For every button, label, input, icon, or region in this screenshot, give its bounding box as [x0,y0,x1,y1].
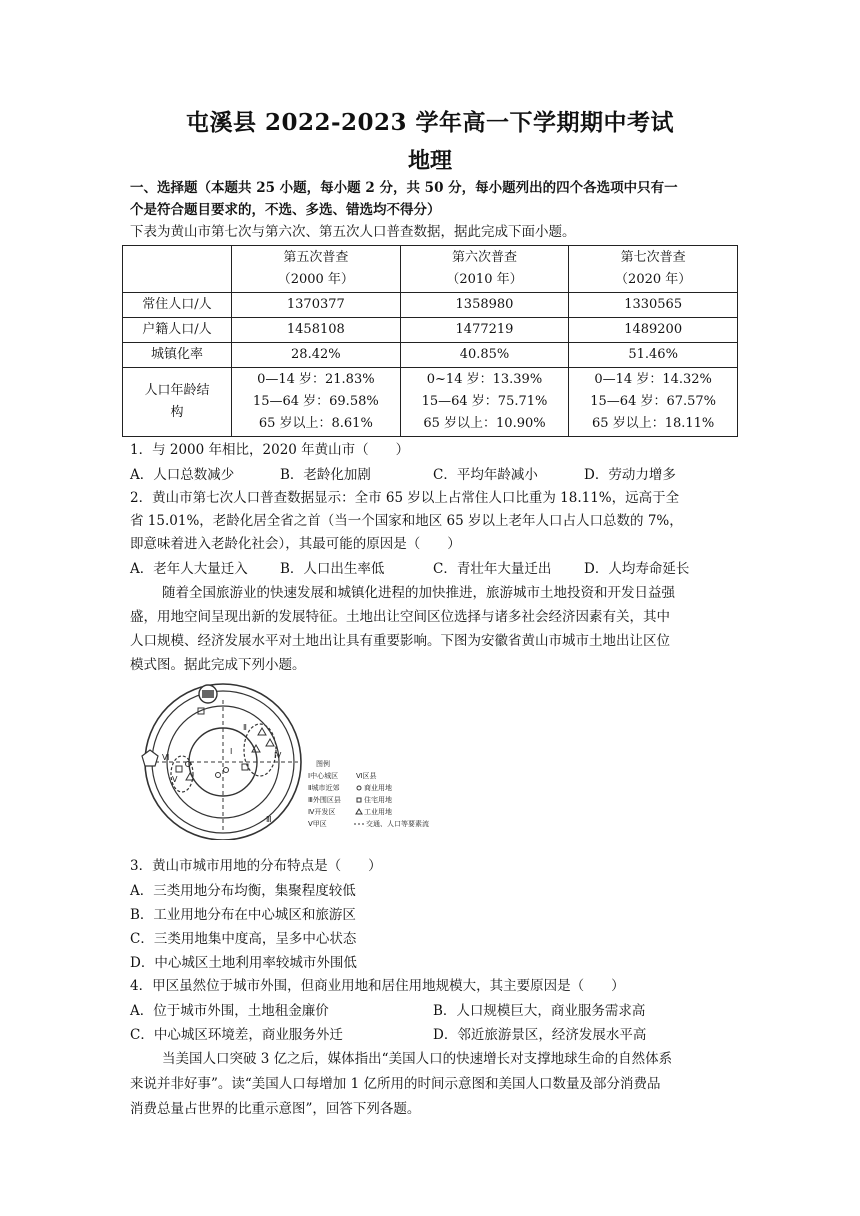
table-cell: 1477219 [400,318,569,343]
question-2-line2: 省 15.01%，老龄化居全省之首（当一个国家和地区 65 岁以上老年人口占人口总数的 7%， [130,513,683,529]
question-1-stem: 1．与 2000 年相比，2020 年黄山市（ ） [130,442,410,458]
table-row [123,293,738,318]
legend-item: 住宅用地 [364,796,392,804]
land-model-figure [138,680,448,840]
industrial-symbol [258,728,266,735]
q2-option-d[interactable]: D．人均寿命延长 [584,561,690,577]
q1-option-b[interactable]: B．老龄化加剧 [280,467,371,483]
table-cell: 1370377 [232,293,401,318]
q1-option-c[interactable]: C．平均年龄减小 [433,467,538,483]
question-2-line1: 2．黄山市第七次人口普查数据显示：全市 65 岁以上占常住人口比重为 18.11%，远高于全 [130,490,680,506]
legend-commercial-icon [357,786,361,790]
q2-option-c[interactable]: C．青壮年大量迁出 [433,561,552,577]
table-cell: 1358980 [400,293,569,318]
legend-item: Ⅳ开发区 [308,808,336,816]
legend-item: 工业用地 [364,808,392,816]
table-cell: 0~14 岁：13.39% 15—64 岁：75.71% 65 岁以上：10.90% [400,368,569,437]
commercial-symbol [216,773,221,778]
passage-3-line1: 当美国人口突破 3 亿之后，媒体指出“美国人口的快速增长对支撑地球生命的自然体系 [162,1051,673,1067]
legend-residential-icon [357,798,361,802]
zone-label: Ⅲ [266,815,272,824]
table-row [123,318,738,343]
legend-item: Ⅵ区县 [356,772,377,780]
zone-label: Ⅱ [243,723,247,732]
legend-item: 交通、人口等要素流 [366,820,429,828]
table-cell: 51.46% [569,343,738,368]
industrial-symbol [266,739,274,746]
q3-option-b[interactable]: B．工业用地分布在中心城区和旅游区 [130,907,356,923]
passage-3-line3: 消费总量占世界的比重示意图”，回答下列各题。 [130,1101,421,1117]
q3-option-d[interactable]: D．中心城区土地利用率较城市外围低 [130,955,357,971]
county-mark-left [142,750,158,766]
zone-label: Ⅵ [162,753,170,762]
table-row [123,368,738,437]
q2-option-a[interactable]: A．老年人大量迁入 [130,561,248,577]
table-cell: 28.42% [232,343,401,368]
table-cell: 0—14 岁：14.32% 15—64 岁：67.57% 65 岁以上：18.11% [569,368,738,437]
table-header-row [123,246,738,293]
exam-title: 屯溪县 2022-2023 学年高一下学期期中考试 [185,109,675,136]
row-label: 城镇化率 [123,343,232,368]
passage-2-line2: 盛，用地空间呈现出新的发展特征。土地出让空间区位选择与诸多社会经济因素有关，其中 [130,609,670,625]
q3-option-a[interactable]: A．三类用地分布均衡，集聚程度较低 [130,883,356,899]
q1-option-a[interactable]: A．人口总数减少 [130,467,235,483]
table-intro: 下表为黄山市第七次与第六次、第五次人口普查数据，据此完成下面小题。 [130,224,576,240]
q4-option-d[interactable]: D．邻近旅游景区，经济发展水平高 [433,1027,647,1043]
passage-2-line1: 随着全国旅游业的快速发展和城镇化进程的加快推进，旅游城市土地投资和开发日益强 [162,585,675,601]
table-corner-cell [123,246,232,293]
subject-title: 地理 [407,148,452,174]
outer-ring-inner [152,691,294,833]
residential-symbol [176,766,182,772]
question-2-line3: 即意味着进入老龄化社会），其最可能的原因是（ ） [130,536,461,552]
table-header-cell: 第七次普查 （2020 年） [569,246,738,293]
passage-2-line3: 人口规模、经济发展水平对土地出让具有重要影响。下图为安徽省黄山市城市土地出让区位 [130,633,670,649]
q4-option-a[interactable]: A．位于城市外围，土地租金廉价 [130,1003,329,1019]
q4-option-b[interactable]: B．人口规模巨大，商业服务需求高 [433,1003,646,1019]
legend-item: Ⅲ外围区县 [308,796,341,804]
table-cell: 1330565 [569,293,738,318]
row-label: 人口年龄结 构 [123,368,232,437]
q1-option-d[interactable]: D．劳动力增多 [584,467,676,483]
legend-item: 商业用地 [364,784,392,792]
table-cell: 1458108 [232,318,401,343]
legend-industrial-icon [356,809,362,814]
table-cell: 0—14 岁：21.83% 15—64 岁：69.58% 65 岁以上：8.61% [232,368,401,437]
table-cell: 40.85% [400,343,569,368]
table-row [123,343,738,368]
section-heading-line2: 个是符合题目要求的，不选、多选、错选均不得分） [130,202,441,218]
county-mark-fill [202,690,214,698]
table-cell: 1489200 [569,318,738,343]
section-heading-line1: 一、选择题（本题共 25 小题，每小题 2 分，共 50 分，每小题列出的四个各选项中只有一 [130,180,678,196]
census-table [122,245,738,437]
passage-2-line4: 模式图。据此完成下列小题。 [130,657,306,673]
table-header-cell: 第五次普查 （2000 年） [232,246,401,293]
q4-option-c[interactable]: C．中心城区环境差，商业服务外迁 [130,1027,343,1043]
q2-option-b[interactable]: B．人口出生率低 [280,561,385,577]
legend-title: 图例 [316,760,330,768]
table-header-cell: 第六次普查 （2010 年） [400,246,569,293]
zone-label: Ⅰ [230,747,233,756]
legend-item: Ⅰ中心城区 [308,772,339,780]
row-label: 户籍人口/人 [123,318,232,343]
zone-label: Ⅳ [274,751,282,760]
zone-label: Ⅴ [172,775,178,784]
question-4-stem: 4．甲区虽然位于城市外围，但商业用地和居住用地规模大，其主要原因是（ ） [130,978,625,994]
row-label: 常住人口/人 [123,293,232,318]
passage-3-line2: 来说并非好事”。读“美国人口每增加 1 亿所用的时间示意图和美国人口数量及部分消费品 [130,1076,661,1092]
legend-item: Ⅱ城市近郊 [308,784,340,792]
q3-option-c[interactable]: C．三类用地集中度高，呈多中心状态 [130,931,357,947]
legend-item: Ⅴ甲区 [308,820,327,828]
question-3-stem: 3．黄山市城市用地的分布特点是（ ） [130,858,382,874]
commercial-symbol [224,768,229,773]
